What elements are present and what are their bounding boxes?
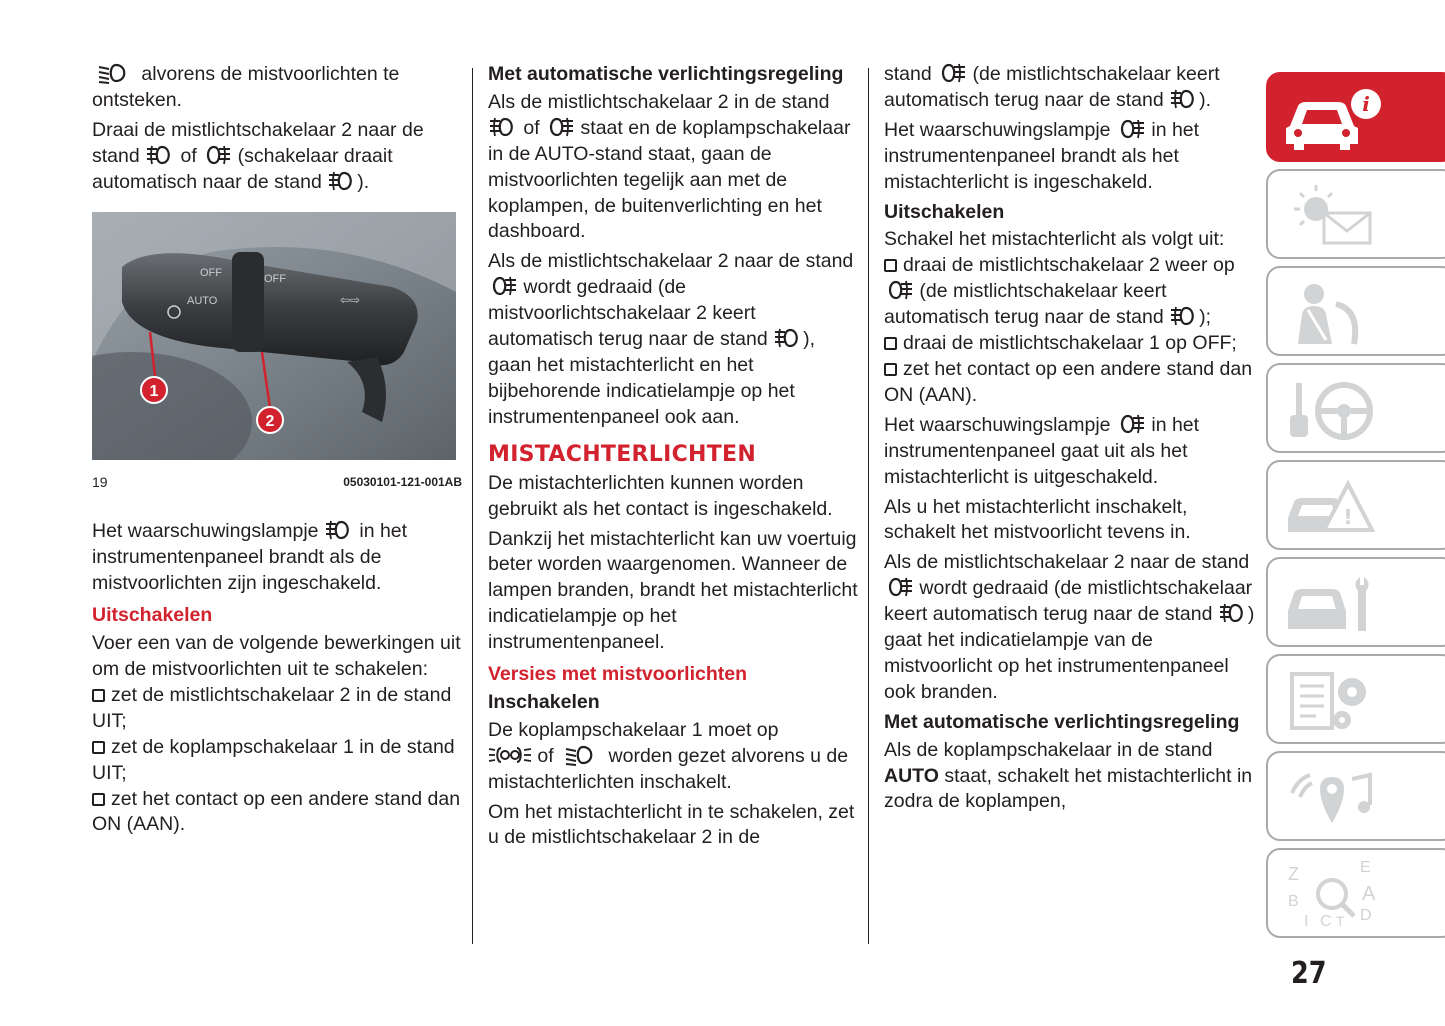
paragraph: alvorens de mistvoorlichten te ontsteken. (92, 63, 400, 111)
paragraph: Het waarschuwingslampje in het instrumentenpaneel gaat uit als het mistachterlicht is uitgeschakeld. (884, 413, 1200, 488)
checkbox-bullet-icon (884, 363, 897, 376)
tab-multimedia[interactable] (1266, 751, 1445, 841)
tab-dashboard-lights[interactable] (1266, 169, 1445, 259)
index-letter: T (1336, 913, 1345, 929)
car-info-icon (1280, 80, 1390, 158)
position-lights-icon (488, 744, 532, 766)
front-fog-light-icon (327, 170, 357, 192)
section-title: MISTACHTERLICHTEN (488, 441, 757, 467)
turn-signal-arrows-icon: ⇦⇨ (340, 292, 361, 307)
paragraph: Schakel het mistachterlicht als volgt uit: (884, 228, 1225, 251)
subheading-versies: Versies met mistvoorlichten (488, 663, 748, 686)
index-letter: E (1360, 859, 1371, 876)
front-fog-light-icon (324, 519, 354, 541)
front-fog-light-icon (1169, 305, 1199, 327)
paragraph: Als de mistlichtschakelaar 2 naar de stand wordt gedraaid (de mistvoorlichtschakelaar 2 keert automatisch terug naar de stand ), gaan het mistachterlicht en het bijbehorende indicatielampje op het instrumentenpaneel ook aan. (488, 250, 854, 428)
index-letter: B (1288, 893, 1299, 910)
low-beam-icon (559, 744, 603, 766)
callout-number: 1 (149, 382, 159, 400)
tab-index[interactable] (1266, 848, 1445, 938)
tab-safety[interactable] (1266, 266, 1445, 356)
front-fog-light-icon (488, 116, 518, 138)
paragraph: Het waarschuwingslampje in het instrumentenpaneel brandt als het mistachterlicht is ingeschakeld. (884, 118, 1200, 193)
figure-code: 05030101-121-001AB (343, 474, 462, 489)
bullet-item: zet het contact op een andere stand dan ON (AAN). (884, 357, 1253, 406)
figure-caption (92, 470, 462, 496)
rear-fog-light-icon (202, 144, 232, 166)
index-letter: I (1304, 913, 1309, 930)
figure-number: 19 (92, 473, 108, 490)
paragraph: Het waarschuwingslampje in het instrumentenpaneel brandt als de mistvoorlichten zijn ingeschakeld. (92, 520, 408, 595)
checkbox-bullet-icon (884, 259, 897, 272)
tab-emergency[interactable] (1266, 460, 1445, 550)
subheading-inschakelen: Inschakelen (488, 690, 600, 713)
safety-airbag-icon (1280, 274, 1390, 352)
emergency-icon (1280, 468, 1390, 546)
low-beam-icon (92, 62, 136, 84)
tab-car-info[interactable] (1266, 72, 1445, 162)
checkbox-bullet-icon (92, 793, 105, 806)
index-letter: A (1362, 883, 1376, 905)
paragraph: De mistachterlichten kunnen worden gebruikt als het contact is ingeschakeld. (488, 471, 833, 520)
paragraph: Voer een van de volgende bewerkingen uit om de mistvoorlichten uit te schakelen: (92, 632, 461, 680)
column-2 (488, 62, 858, 855)
paragraph: De koplampschakelaar 1 moet op of worden gezet alvorens u de mistachterlichten inschakelt. (488, 718, 849, 793)
maintenance-icon (1280, 565, 1390, 643)
paragraph: Dankzij het mistachterlicht kan uw voertuig beter worden waargenomen. Wanneer de lampen branden, brandt het mistachterlicht indicatielampje op het instrumentenpaneel. (488, 527, 858, 654)
paragraph: Draai de mistlichtschakelaar 2 naar de stand of (schakelaar draait automatisch naar de stand ). (92, 118, 424, 193)
index-letter: D (1360, 907, 1372, 924)
checkbox-bullet-icon (92, 689, 105, 702)
column-1 (92, 62, 462, 838)
page-number: 27 (1291, 956, 1327, 991)
checkbox-bullet-icon (884, 337, 897, 350)
steering-column-stalk-illustration (92, 212, 456, 460)
bullet-item: zet het contact op een andere stand dan ON (AAN). (92, 787, 461, 836)
paragraph: Als de koplampschakelaar in de stand AUTO staat, schakelt het mistachterlicht in zodra de koplampen, (884, 738, 1253, 813)
subheading-automatic-lighting: Met automatische verlichtingsregeling (488, 63, 844, 85)
paragraph: Als u het mistachterlicht inschakelt, schakelt het mistvoorlicht tevens in. (884, 495, 1191, 544)
tab-driving[interactable] (1266, 363, 1445, 453)
driving-steering-icon (1280, 371, 1390, 449)
index-letter: Z (1288, 864, 1299, 884)
switch-label-off: OFF (264, 272, 286, 285)
column-3 (884, 62, 1256, 819)
subheading-uitschakelen: Uitschakelen (884, 200, 1005, 223)
paragraph: Als de mistlichtschakelaar 2 naar de stand wordt gedraaid (de mistlichtschakelaar keert automatisch terug naar de stand ) gaat het indicatielampje van de mistvoorlicht op het instrumentenpaneel ook branden. (884, 551, 1255, 703)
checkbox-bullet-icon (92, 741, 105, 754)
subheading-automatic-lighting: Met automatische verlichtingsregeling (884, 710, 1240, 733)
front-fog-light-icon (1169, 88, 1199, 110)
front-fog-light-icon (1218, 602, 1248, 624)
paragraph: stand (de mistlichtschakelaar keert automatisch terug naar de stand ). (884, 63, 1220, 111)
rear-fog-light-icon (1116, 118, 1146, 140)
bullet-item: zet de mistlichtschakelaar 2 in de stand UIT; (92, 683, 452, 732)
warning-exclamation-icon: ! (1343, 505, 1353, 529)
light-switch-photo (92, 212, 456, 460)
subheading-uitschakelen: Uitschakelen (92, 604, 213, 627)
front-fog-light-icon (773, 327, 803, 349)
callout-number: 2 (265, 412, 275, 430)
column-divider-right (868, 68, 869, 944)
column-divider-left (472, 68, 473, 944)
bullet-item: draai de mistlichtschakelaar 2 weer op (de mistlichtschakelaar keert automatisch terug naar de stand ); (884, 254, 1235, 329)
rear-fog-light-icon (884, 279, 914, 301)
rear-fog-light-icon (1116, 413, 1146, 435)
index-letter: C (1320, 913, 1332, 930)
switch-label-off: OFF (200, 266, 222, 279)
bullet-item: zet de koplampschakelaar 1 in de stand UIT; (92, 735, 455, 784)
rear-fog-light-icon (545, 116, 575, 138)
bullet-item: draai de mistlichtschakelaar 1 op OFF; (884, 331, 1256, 357)
front-fog-light-icon (145, 144, 175, 166)
multimedia-icon (1280, 759, 1390, 837)
paragraph: Als de mistlichtschakelaar 2 in de stand of staat en de koplampschakelaar in de AUTO-stand staat, gaan de mistvoorlichten tegelijk aan met de koplampen, de buitenverlichting en het dashboard. (488, 90, 851, 243)
dashboard-lights-icon (1280, 177, 1390, 255)
info-glyph: i (1362, 92, 1370, 116)
paragraph: Om het mistachterlicht in te schakelen, zet u de mistlichtschakelaar 2 in de (488, 800, 855, 849)
index-icon (1280, 856, 1390, 934)
rear-fog-light-icon (884, 576, 914, 598)
tab-technical-data[interactable] (1266, 654, 1445, 744)
rear-fog-light-icon (488, 275, 518, 297)
switch-label-auto: AUTO (187, 294, 218, 307)
tab-maintenance[interactable] (1266, 557, 1445, 647)
technical-data-icon (1280, 662, 1390, 740)
rear-fog-light-icon (937, 62, 967, 84)
